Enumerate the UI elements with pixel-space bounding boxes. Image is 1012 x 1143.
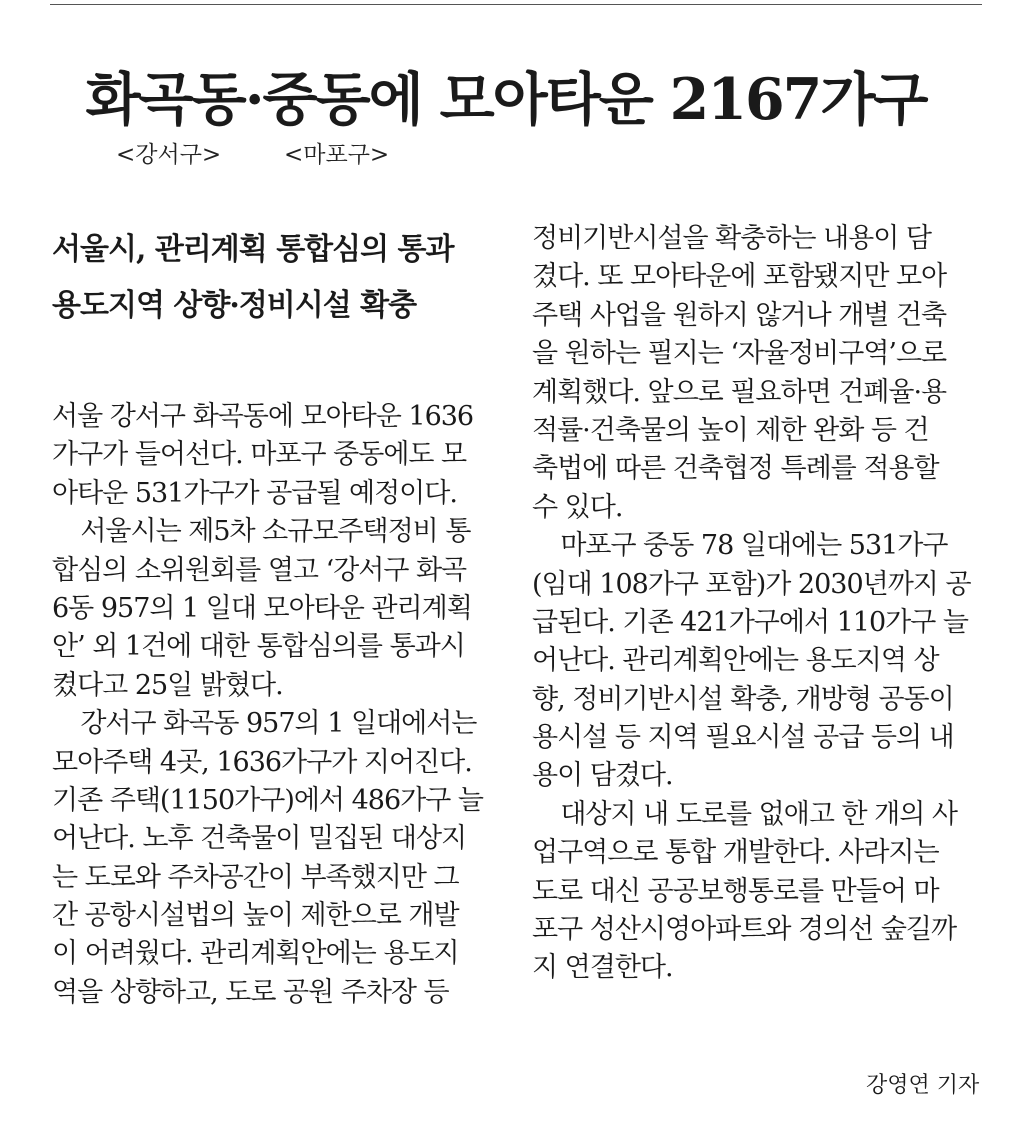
subheadline-line: 용도지역 상향·정비시설 확충 bbox=[52, 288, 417, 323]
subheadline-line: 서울시, 관리계획 통합심의 통과 bbox=[52, 232, 454, 267]
subheadline bbox=[52, 222, 522, 334]
article-line: 마포구 중동 78 일대에는 531가구 bbox=[560, 530, 948, 562]
article-line: 서울시는 제5차 소규모주택정비 통 bbox=[80, 516, 471, 548]
article-line: 기존 주택(1150가구)에서 486가구 늘 bbox=[52, 784, 483, 816]
article-line: 는 도로와 주차공간이 부족했지만 그 bbox=[52, 861, 459, 893]
article-line: 가구가 들어선다. 마포구 중동에도 모 bbox=[52, 439, 467, 471]
article-line: 업구역으로 통합 개발한다. 사라지는 bbox=[532, 837, 939, 869]
article-line: 용이 담겼다. bbox=[532, 760, 673, 792]
article-line: 대상지 내 도로를 없애고 한 개의 사 bbox=[560, 798, 957, 830]
article-line: 정비기반시설을 확충하는 내용이 담 bbox=[532, 223, 931, 254]
article-line: 수 있다. bbox=[532, 491, 623, 523]
article-line: 적률·건축물의 높이 제한 완화 등 건 bbox=[532, 414, 929, 446]
article-line: 서울 강서구 화곡동에 모아타운 1636 bbox=[52, 401, 474, 432]
article-line: 어난다. 노후 건축물이 밀집된 대상지 bbox=[52, 823, 467, 855]
article-column-left bbox=[52, 398, 502, 1012]
byline: 강영연 기자 bbox=[866, 1073, 980, 1098]
article-line: 안’ 외 1건에 대한 통합심의를 통과시 bbox=[52, 631, 465, 663]
article-line: 용시설 등 지역 필요시설 공급 등의 내 bbox=[532, 722, 954, 754]
place-label-gangseo: <강서구> bbox=[116, 142, 222, 168]
top-rule bbox=[50, 4, 982, 5]
article-line: 축법에 따른 건축협정 특례를 적용할 bbox=[532, 453, 939, 485]
article-line: 지 연결한다. bbox=[532, 952, 673, 984]
article-line: 이 어려웠다. 관리계획안에는 용도지 bbox=[52, 938, 459, 970]
article-line: 포구 성산시영아파트와 경의선 숲길까 bbox=[532, 914, 957, 946]
article-line: 6동 957의 1 일대 모아타운 관리계획 bbox=[52, 592, 472, 624]
article-line: 계획했다. 앞으로 필요하면 건폐율·용 bbox=[532, 376, 947, 408]
article-column-right bbox=[532, 220, 984, 988]
headline: 화곡동·중동에 모아타운 2167가구 bbox=[85, 66, 927, 133]
article-line: (임대 108가구 포함)가 2030년까지 공 bbox=[532, 568, 971, 600]
article-line: 급된다. 기존 421가구에서 110가구 늘 bbox=[532, 606, 968, 638]
article-line: 역을 상향하고, 도로 공원 주차장 등 bbox=[52, 976, 449, 1008]
article-line: 모아주택 4곳, 1636가구가 지어진다. bbox=[52, 746, 472, 778]
article-line: 향, 정비기반시설 확충, 개방형 공동이 bbox=[532, 683, 954, 715]
article-line: 합심의 소위원회를 열고 ‘강서구 화곡 bbox=[52, 554, 467, 586]
article-line: 을 원하는 필지는 ‘자율정비구역’으로 bbox=[532, 338, 947, 370]
article-line: 간 공항시설법의 높이 제한으로 개발 bbox=[52, 900, 459, 932]
article-line: 강서구 화곡동 957의 1 일대에서는 bbox=[80, 708, 477, 740]
article-line: 켰다고 25일 밝혔다. bbox=[52, 669, 283, 701]
article-line: 겼다. 또 모아타운에 포함됐지만 모아 bbox=[532, 261, 947, 293]
article-line: 어난다. 관리계획안에는 용도지역 상 bbox=[532, 645, 939, 677]
article-line: 아타운 531가구가 공급될 예정이다. bbox=[52, 477, 457, 509]
article-line: 주택 사업을 원하지 않거나 개별 건축 bbox=[532, 299, 947, 331]
place-label-mapo: <마포구> bbox=[284, 142, 390, 168]
article-line: 도로 대신 공공보행통로를 만들어 마 bbox=[532, 875, 939, 907]
